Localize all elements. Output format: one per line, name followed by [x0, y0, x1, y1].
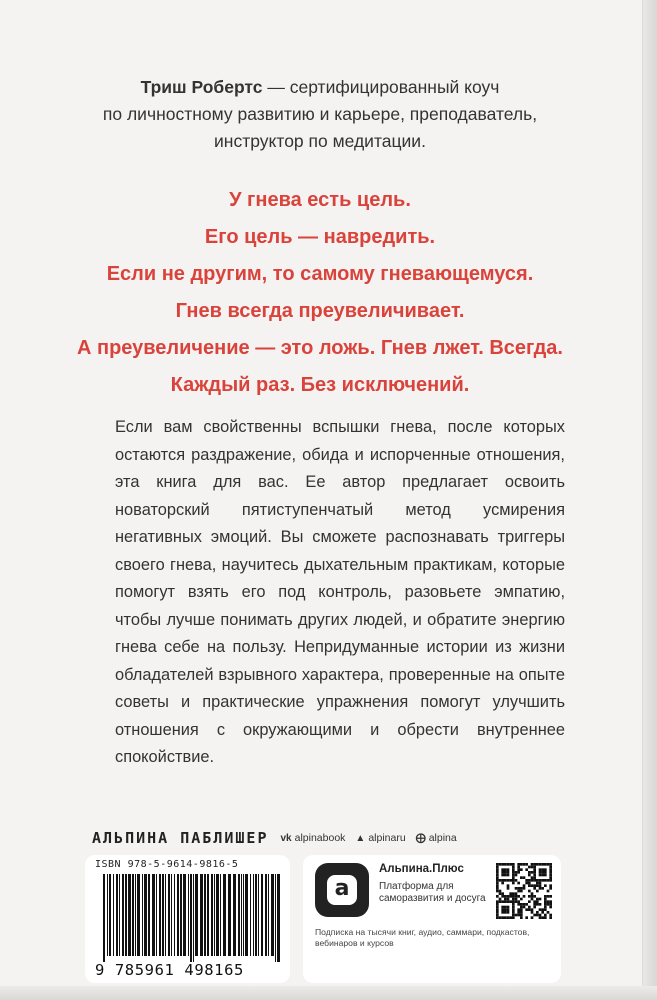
isbn-number: ISBN 978-5-9614-9816-5 — [95, 859, 239, 870]
alpina-plus-note: Подписка на тысячи книг, аудио, саммари, подкастов, вебинаров и курсов — [315, 927, 530, 948]
quote-line: Его цель — навредить. — [204, 226, 436, 248]
vk-handle: alpinabook — [294, 832, 346, 844]
barcode-box — [85, 855, 290, 983]
red-quote — [40, 182, 600, 404]
alpina-plus-app-icon — [315, 863, 369, 917]
author-bio-line1: — сертифицированный коуч — [262, 77, 500, 97]
quote-line: А преувеличение — это ложь. Гнев лжет. Всегда. — [76, 337, 563, 359]
ean-number: 9 785961 498165 — [95, 961, 244, 979]
vk-icon: vk — [280, 832, 292, 844]
author-bio — [60, 74, 580, 155]
quote-line: Каждый раз. Без исключений. — [170, 374, 470, 396]
plus-circle-icon: ⨁ — [415, 832, 426, 844]
social-links — [281, 832, 457, 844]
quote-line: Гнев всегда преувеличивает. — [175, 300, 465, 322]
alpina-plus-box — [303, 855, 561, 983]
barcode-icon — [103, 874, 281, 962]
alpina-handle: alpina — [428, 832, 457, 844]
telegram-icon: ▲ — [355, 832, 366, 844]
telegram-handle: alpinaru — [368, 832, 406, 844]
publisher-logo: АЛЬПИНА ПАБЛИШЕР — [92, 829, 269, 847]
alpina-plus-letter: а — [327, 875, 357, 905]
qr-code-icon — [496, 863, 552, 919]
alpina-plus-description: Платформа для саморазвития и досуга — [379, 881, 486, 904]
author-name: Триш Робертс — [140, 77, 263, 97]
page-edge — [642, 0, 657, 1000]
bottom-edge — [0, 986, 657, 1000]
author-bio-line2: по личностному развитию и карьере, преподаватель, — [102, 104, 538, 124]
book-description: Если вам свойственны вспышки гнева, после которых остаются раздражение, обида и испорченные отношения, эта книга для вас. Ее автор предлагает освоить новаторский пятиступенчатый метод усмирения негативных эмоций. Вы сможете распознавать триггеры своего гнева, научитесь дыхательным практикам, которые помогут взять его под контроль, разовьете эмпатию, чтобы лучше понимать других людей, и обратите энергию гнева себе на пользу. Непридуманные истории из жизни обладателей взрывного характера, проверенные на опыте советы и практические упражнения помогут улучшить отношения с окружающими и обрести внутреннее спокойствие. — [115, 418, 565, 766]
alpina-plus-title: Альпина.Плюс — [379, 863, 464, 875]
publisher-row — [92, 826, 592, 850]
quote-line: Если не другим, то самому гневающемуся. — [106, 263, 534, 285]
quote-line: У гнева есть цель. — [229, 189, 411, 211]
author-bio-line3: инструктор по медитации. — [214, 131, 426, 151]
